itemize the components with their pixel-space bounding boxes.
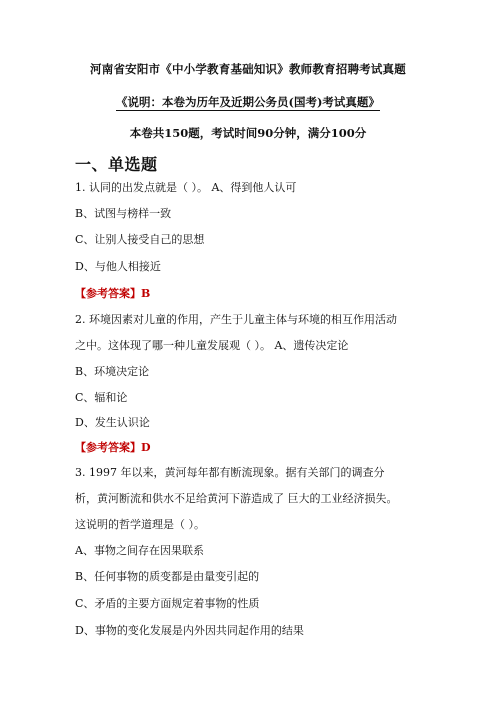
- exam-info: 本卷共150题，考试时间90分钟，满分100分: [129, 126, 367, 140]
- question-3-option-c: C、矛盾的主要方面规定着事物的性质: [75, 597, 260, 610]
- question-1-stem: 1. 认同的出发点就是（ ）。 A、得到他人认可: [75, 181, 297, 194]
- question-3-option-b: B、任何事物的质变都是由量变引起的: [75, 570, 260, 583]
- section-heading: 一、单选题: [75, 155, 158, 174]
- question-3-stem-line-1: 3. 1997 年以来，黄河每年都有断流现象。据有关部门的调查分: [75, 466, 385, 479]
- document-subtitle: [0, 94, 496, 110]
- question-1-option-c: C、让别人接受自己的思想: [75, 233, 205, 246]
- question-1-option-d: D、与他人相接近: [75, 260, 161, 273]
- question-2-answer: 【参考答案】D: [75, 441, 151, 454]
- question-2-option-c: C、辐和论: [75, 391, 128, 404]
- question-3-option-a: A、事物之间存在因果联系: [75, 544, 204, 557]
- question-1-option-b: B、试图与榜样一致: [75, 207, 172, 220]
- document-title: 河南省安阳市《中小学教育基础知识》教师教育招聘考试真题: [90, 62, 406, 76]
- question-3-option-d: D、事物的变化发展是内外因共同起作用的结果: [75, 624, 304, 637]
- question-2-stem-line-1: 2. 环境因素对儿童的作用，产生于儿童主体与环境的相互作用活动: [75, 313, 397, 326]
- question-3-stem-line-3: 这说明的哲学道理是（ ）。: [75, 518, 205, 531]
- question-3-stem-line-2: 析，黄河断流和供水不足给黄河下游造成了 巨大的工业经济损失。: [75, 492, 398, 505]
- question-1-answer: 【参考答案】B: [75, 287, 151, 300]
- question-2-stem-line-2: 之中。这体现了哪一种儿童发展观（ ）。 A、遗传决定论: [75, 339, 349, 352]
- document-subtitle-text: 《说明：本卷为历年及近期公务员(国考)考试真题》: [116, 95, 380, 109]
- question-2-option-b: B、环境决定论: [75, 365, 150, 378]
- question-2-option-d: D、发生认识论: [75, 416, 150, 429]
